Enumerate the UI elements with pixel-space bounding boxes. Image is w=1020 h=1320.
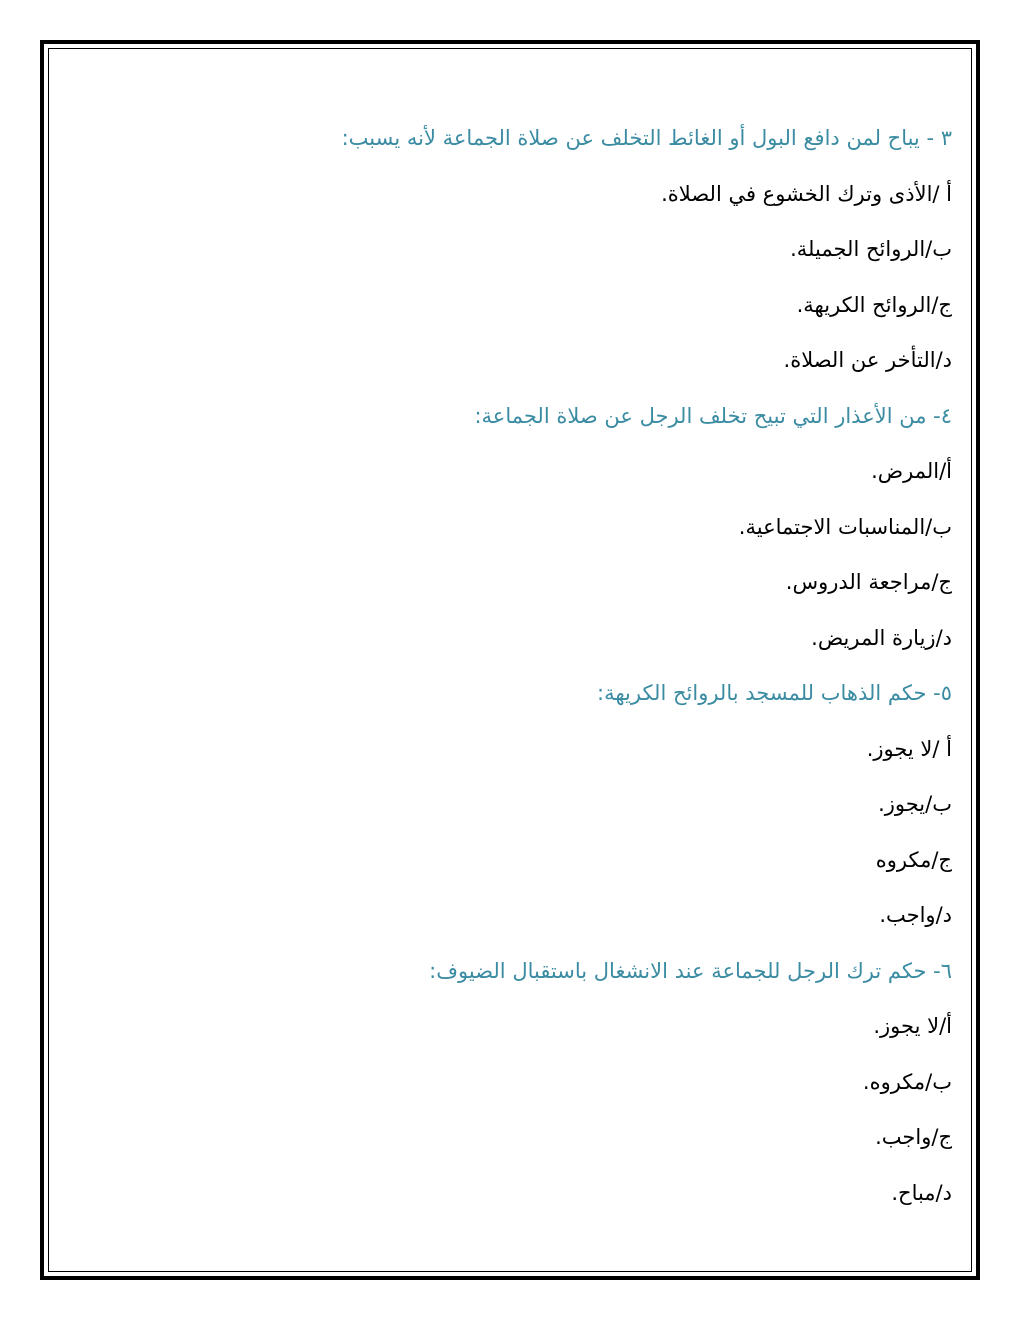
option-c: ج/واجب. [875,1125,952,1149]
option-d: د/زيارة المريض. [811,625,952,650]
option-c: ج/الروائح الكريهة. [796,292,952,317]
question-block-4 [232,396,952,674]
option-d: د/التأخر عن الصلاة. [783,348,952,372]
option-a: أ /لا يجوز. [866,736,952,761]
option-b: ب/المناسبات الاجتماعية. [738,514,952,539]
question-text: ٥- حكم الذهاب للمسجد بالروائح الكريهة: [597,681,952,705]
question-text: ٣ - يباح لمن دافع البول أو الغائط التخلف عن صلاة الجماعة لأنه يسبب: [341,126,952,150]
question-text: ٦- حكم ترك الرجل للجماعة عند الانشغال باستقبال الضيوف: [429,958,952,983]
option-d: د/مباح. [891,1180,952,1205]
option-a: أ/المرض. [871,459,952,483]
option-c: ج/مراجعة الدروس. [785,570,952,594]
option-a: أ /الأذى وترك الخشوع في الصلاة. [661,181,952,206]
option-d: د/واجب. [879,903,952,927]
option-b: ب/يجوز. [878,792,952,816]
option-b: ب/الروائح الجميلة. [790,237,952,261]
question-block-6 [232,951,952,1229]
option-a: أ/لا يجوز. [873,1014,952,1038]
option-c: ج/مكروه [875,847,952,872]
question-block-5 [232,673,952,951]
question-block-3 [232,118,952,396]
option-b: ب/مكروه. [862,1069,952,1094]
question-text: ٤- من الأعذار التي تبيح تخلف الرجل عن صلاة الجماعة: [474,403,952,428]
question-list [232,118,952,1228]
